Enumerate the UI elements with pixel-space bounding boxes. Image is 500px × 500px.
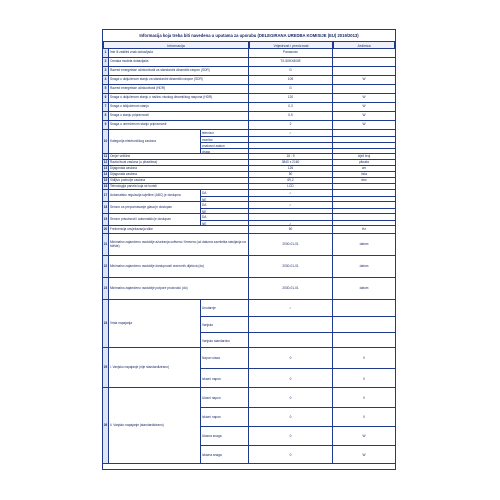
row-value: 0,5	[249, 112, 333, 120]
sub-label: DA	[201, 214, 249, 220]
sub-row	[201, 332, 395, 348]
row-number: 10	[103, 130, 109, 153]
row-number: 7	[103, 103, 109, 111]
table-row	[103, 103, 395, 112]
row-label: Snaga u umreženom stanju pripravnosti	[109, 121, 249, 129]
row-label: Vidljivo područje zaslona	[109, 178, 249, 183]
row-number: 22	[103, 256, 109, 277]
row-label: Minimalno zajamčeno razdoblje ažuriranja softvera i firmvera (od datuma završetka stavljanja na tržište)	[109, 234, 249, 255]
table-row	[103, 226, 395, 234]
sub-unit: V	[362, 415, 366, 419]
row-label: Kategorija elektroničkog zaslona	[109, 130, 201, 153]
row-label: ii. Vanjsko napajanje (standardizirano)	[109, 388, 201, 463]
row-unit: piksela	[359, 160, 369, 164]
row-label: i. Vanjsko napajanje (nije standardizirano)	[109, 348, 201, 387]
sub-value: 0	[249, 348, 333, 368]
row-unit	[333, 85, 395, 93]
row-number: 2	[103, 58, 109, 66]
sub-unit: W	[362, 453, 366, 457]
sub-value: ✓	[249, 300, 333, 316]
row-value: 105	[249, 76, 333, 84]
row-unit: cm	[361, 166, 367, 170]
sub-value: 0	[249, 388, 333, 407]
row-number: 18	[103, 202, 109, 213]
row-label: Minimalno zajamčeno razdoblje potpore proizvodu (do)	[109, 278, 249, 299]
sub-unit: V	[362, 356, 366, 360]
sub-value: ✓	[249, 202, 333, 208]
row-value: 126	[249, 166, 333, 171]
table-row	[103, 94, 395, 103]
row-label: Oznaka modela dobavljača	[109, 58, 249, 66]
sub-label: Izlazni napon	[201, 408, 249, 426]
row-label: Senzor za prepoznavanje glasa je dostupan	[109, 202, 201, 213]
sheet-title: Informacija koja treba biti navedena u uputama za uporabu (DELEGIRANA UREDBA KOMISIJE (EU) 2019/2013)	[139, 33, 359, 38]
row-label: Snaga u uključenom stanju za standardni dinamički raspon (SDR)	[109, 76, 249, 84]
table-row	[103, 67, 395, 76]
row-label: Snaga u stanju pripravnosti	[109, 112, 249, 120]
row-unit: W	[362, 95, 366, 100]
sub-label: Izlazna snaga	[201, 446, 249, 464]
row-unit: datum	[359, 241, 369, 246]
sub-value	[249, 317, 333, 332]
row-value: 3840 x 2160	[249, 160, 333, 165]
sub-label: monitor	[201, 137, 249, 142]
row-number: 13	[103, 166, 108, 170]
sub-row	[201, 368, 395, 388]
row-label: Razlučivost zaslona (u pikselima)	[109, 160, 249, 165]
row-number: 14	[103, 172, 108, 176]
sub-row	[201, 388, 395, 407]
row-unit: W	[362, 122, 366, 127]
row-value: 2	[249, 121, 333, 129]
sub-unit: W	[362, 434, 366, 438]
row-number: 6	[103, 94, 109, 102]
header-unit: Jedinica	[333, 41, 395, 49]
sub-value: 0	[249, 369, 333, 388]
sub-label: NE	[201, 221, 249, 226]
table-row	[103, 58, 395, 67]
row-label: Vrsta napajanja	[109, 300, 201, 347]
product-information-sheet	[102, 29, 396, 470]
row-label: Tehnologija panela koja se koristi	[109, 184, 249, 189]
row-value: LCD	[249, 184, 333, 189]
row-unit: W	[362, 104, 366, 109]
row-unit	[333, 49, 395, 57]
sub-value	[249, 333, 333, 348]
row-number: 15	[103, 178, 108, 182]
sub-label: Vanjsko standardno	[201, 333, 249, 348]
sub-unit: V	[362, 376, 366, 381]
row-number: 4	[103, 76, 109, 84]
row-label: Senzor prisutnosti i automatski je dostupan	[109, 214, 201, 225]
row-number: 25	[103, 348, 109, 387]
sub-row	[201, 407, 395, 426]
row-unit	[333, 184, 395, 189]
row-number: 19	[103, 214, 109, 225]
sub-unit: V	[362, 395, 366, 400]
row-unit	[333, 58, 395, 66]
row-number: 26	[103, 388, 109, 463]
sub-row	[201, 316, 395, 332]
table-row-group	[103, 388, 395, 464]
table-row-group	[103, 130, 395, 154]
sub-unit	[333, 317, 395, 332]
table-row	[103, 49, 395, 58]
row-number: 9	[103, 121, 109, 129]
table-row-group	[103, 190, 395, 202]
row-value: Panasonic	[249, 49, 333, 57]
sub-label: Unutarnje	[201, 300, 249, 316]
row-value: 69,2	[249, 178, 333, 183]
row-value: G	[249, 67, 333, 75]
header-info: Informacija	[103, 41, 249, 49]
sub-label: televizor	[201, 130, 249, 136]
row-value: 2030-01-01	[249, 234, 333, 255]
sub-unit	[333, 333, 395, 348]
row-number: 5	[103, 85, 109, 93]
row-value: 2030-01-01	[249, 278, 333, 299]
sub-unit	[333, 300, 395, 316]
sub-value: 0	[249, 446, 333, 464]
sub-label: NE	[201, 209, 249, 214]
row-label: Dijagonala zaslona	[109, 166, 249, 171]
row-number: 24	[103, 300, 109, 347]
sub-label: Izlazni napon	[201, 369, 249, 388]
table-row	[103, 234, 395, 256]
sub-row	[201, 300, 395, 316]
row-label: Razred energetske učinkovitosti za standardni dinamički raspon (SDR)	[109, 67, 249, 75]
row-number: 8	[103, 112, 109, 120]
table-row-group	[103, 348, 395, 388]
sub-value: 0	[249, 427, 333, 445]
row-number: 23	[103, 278, 109, 299]
row-label: Dijagonala zaslona	[109, 172, 249, 177]
row-unit: inča	[361, 172, 367, 176]
table-row	[103, 278, 395, 300]
table-row	[103, 121, 395, 130]
row-value: 2030-01-01	[249, 256, 333, 277]
sub-label: Napon ulaza	[201, 348, 249, 368]
row-unit: cijeli broj	[357, 154, 371, 158]
sub-label: znakovni zaslon	[201, 143, 249, 148]
table-row-group	[103, 202, 395, 214]
sub-row	[201, 426, 395, 445]
row-value: 50	[249, 172, 333, 177]
row-number: 20	[103, 226, 109, 233]
sub-row	[201, 445, 395, 464]
row-unit: W	[362, 77, 366, 82]
row-value: TX-50HX800E	[249, 58, 333, 66]
sub-label: DA	[201, 202, 249, 208]
sub-label: Ulazni napon	[201, 388, 249, 407]
row-unit	[333, 67, 395, 75]
row-label: Automatsko regulacija svjetline (ABC) je dostupna	[109, 190, 201, 201]
sub-value: ✓	[249, 221, 333, 226]
row-unit: datum	[359, 285, 369, 290]
sub-label: Vanjsko	[201, 317, 249, 332]
row-number: 21	[103, 234, 109, 255]
sub-label: Ulazna snaga	[201, 427, 249, 445]
sub-label: drugo	[201, 149, 249, 154]
row-value: 50	[249, 226, 333, 233]
row-number: 3	[103, 67, 109, 75]
sub-label: NE	[201, 197, 249, 202]
row-number: 12	[103, 160, 108, 164]
row-value: 0,3	[249, 103, 333, 111]
row-number: 11	[103, 154, 108, 158]
sub-value: 0	[249, 408, 333, 426]
sub-row	[201, 348, 395, 368]
table-row	[103, 112, 395, 121]
header-value: Vrijednost i preciznost	[249, 41, 333, 49]
row-value: 16 : 9	[249, 154, 333, 159]
row-value: G	[249, 85, 333, 93]
row-number: 1	[103, 49, 109, 57]
table-row-group	[103, 300, 395, 348]
row-unit: Hz	[362, 226, 366, 231]
row-value: 120	[249, 94, 333, 102]
row-label: Snaga u uključenom stanju u načinu visokog dinamičkog raspona (HDR)	[109, 94, 249, 102]
row-label: Omjer veličine	[109, 154, 249, 159]
row-unit: dm²	[361, 178, 367, 182]
table-row	[103, 256, 395, 278]
table-row	[103, 76, 395, 85]
sub-value: ✓	[249, 130, 333, 136]
row-label: Minimalno zajamčeno razdoblje dostupnosti rezervnih dijelova (do)	[109, 256, 249, 277]
row-unit: W	[362, 113, 366, 118]
row-number: 17	[103, 190, 109, 201]
row-label: Ime ili zaštitni znak dobavljača	[109, 49, 249, 57]
row-unit: datum	[359, 263, 369, 268]
row-label: Snaga u isključenom stanju	[109, 103, 249, 111]
sub-value: ✓	[249, 190, 333, 196]
row-label: Frekvencija osvježavanja slike	[109, 226, 249, 233]
table-row	[103, 85, 395, 94]
sub-label: DA	[201, 190, 249, 196]
row-number: 16	[103, 184, 108, 188]
row-label: Razred energetske učinkovitosti (HDR)	[109, 85, 249, 93]
table-row-group	[103, 214, 395, 226]
